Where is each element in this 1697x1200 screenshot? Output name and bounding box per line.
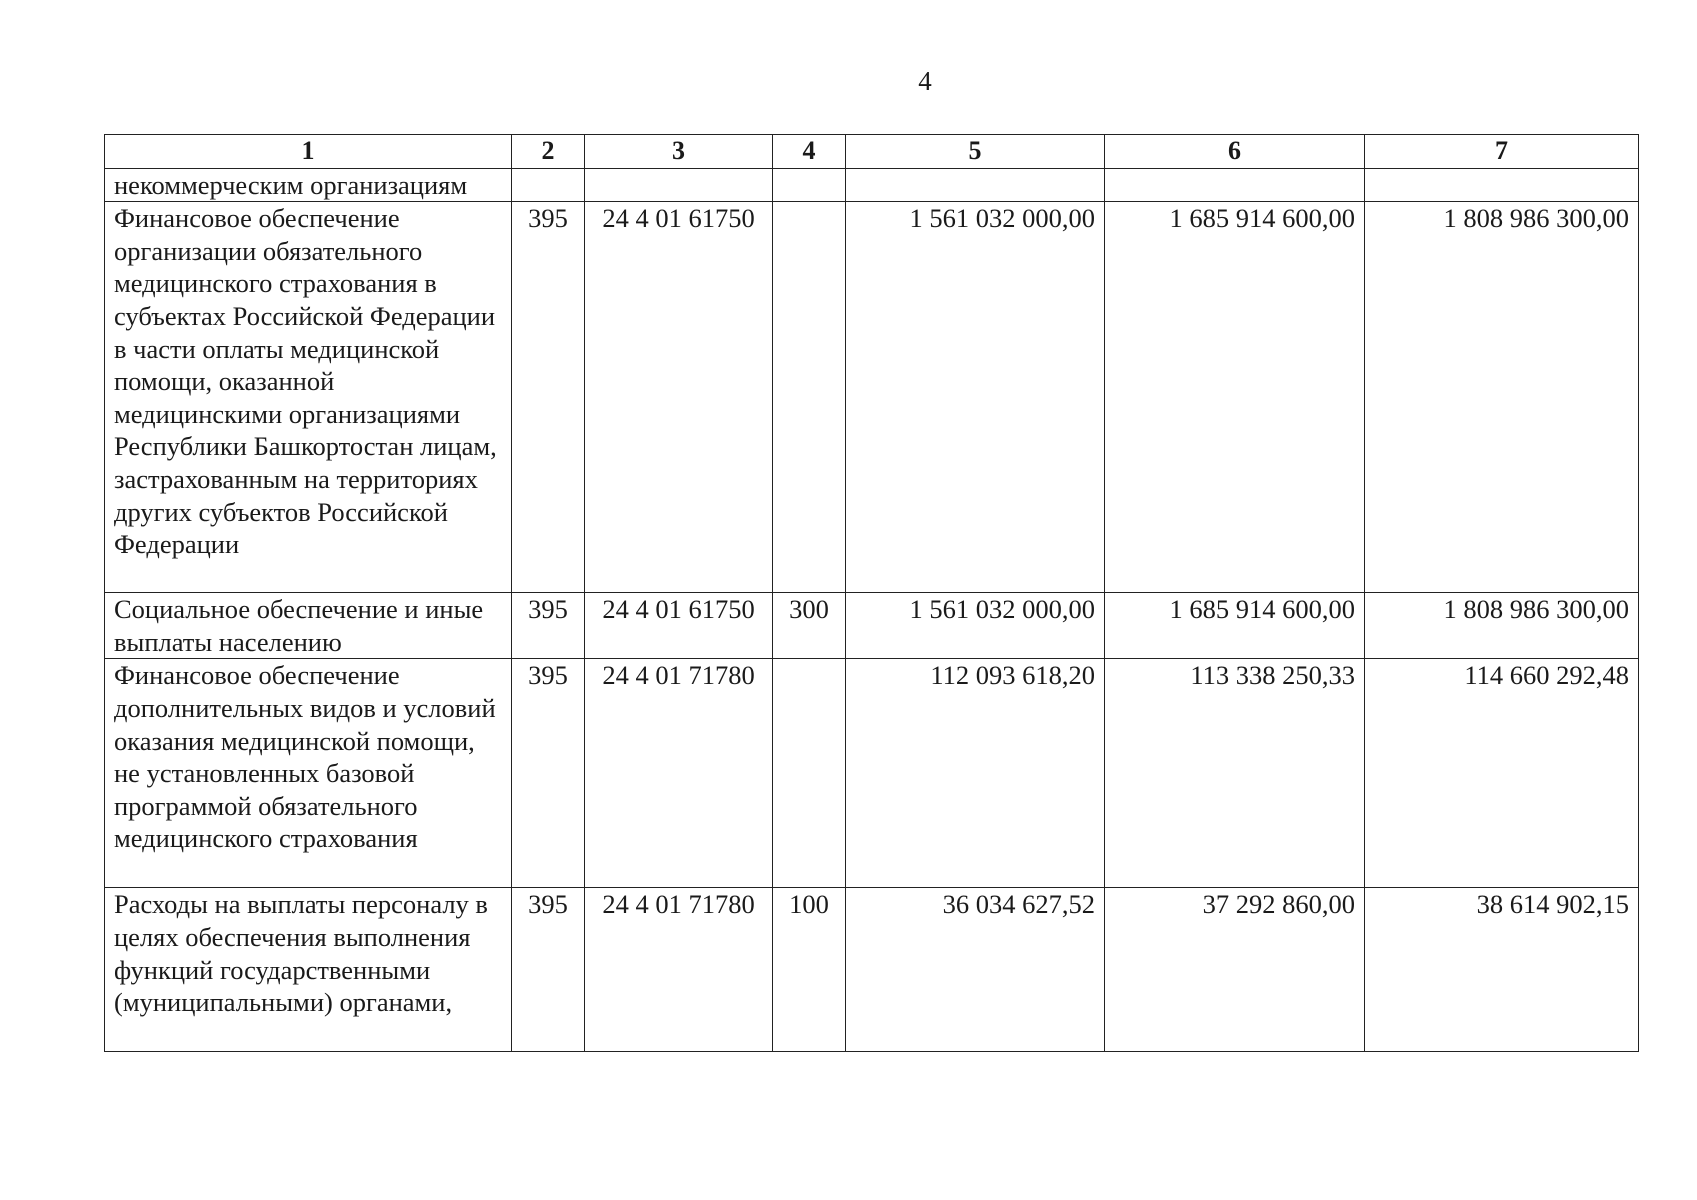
row-expense-type (773, 202, 846, 593)
table-row (105, 593, 1639, 659)
row-code (512, 168, 585, 202)
row-name: Социальное обеспечение и иные выплаты населению (105, 593, 512, 659)
column-header: 2 (512, 135, 585, 169)
column-header: 4 (773, 135, 846, 169)
row-code: 395 (512, 888, 585, 1052)
page-number: 4 (918, 66, 932, 96)
row-amount-year2: 37 292 860,00 (1105, 888, 1365, 1052)
table-row (105, 888, 1639, 1052)
row-name: Финансовое обеспечение организации обязательного медицинского страхования в субъектах Российской Федерации в части оплаты медицинской помощи, оказанной медицинскими организациями Республики Башкортостан лицам, застрахованным на территориях других субъектов Российской Федерации (105, 202, 512, 593)
row-amount-year1: 36 034 627,52 (846, 888, 1105, 1052)
row-amount-year1: 1 561 032 000,00 (846, 593, 1105, 659)
column-header: 5 (846, 135, 1105, 169)
column-header: 7 (1365, 135, 1639, 169)
row-amount-year1: 112 093 618,20 (846, 659, 1105, 888)
row-target-article: 24 4 01 71780 (585, 659, 773, 888)
row-name: Финансовое обеспечение дополнительных видов и условий оказания медицинской помощи, не установленных базовой программой обязательного медицинского страхования (105, 659, 512, 888)
row-expense-type: 300 (773, 593, 846, 659)
row-name: некоммерческим организациям (105, 168, 512, 202)
row-target-article: 24 4 01 61750 (585, 593, 773, 659)
column-header: 6 (1105, 135, 1365, 169)
row-code: 395 (512, 202, 585, 593)
row-target-article: 24 4 01 71780 (585, 888, 773, 1052)
row-name: Расходы на выплаты персоналу в целях обеспечения выполнения функций государственными (муниципальными) органами, (105, 888, 512, 1052)
row-code: 395 (512, 659, 585, 888)
row-amount-year1 (846, 168, 1105, 202)
row-amount-year3: 1 808 986 300,00 (1365, 202, 1639, 593)
row-amount-year2: 1 685 914 600,00 (1105, 202, 1365, 593)
table-row (105, 168, 1639, 202)
row-expense-type (773, 659, 846, 888)
row-amount-year3: 114 660 292,48 (1365, 659, 1639, 888)
row-expense-type (773, 168, 846, 202)
row-amount-year2 (1105, 168, 1365, 202)
row-target-article (585, 168, 773, 202)
row-target-article: 24 4 01 61750 (585, 202, 773, 593)
column-header: 3 (585, 135, 773, 169)
column-header: 1 (105, 135, 512, 169)
row-amount-year2: 1 685 914 600,00 (1105, 593, 1365, 659)
row-amount-year3: 1 808 986 300,00 (1365, 593, 1639, 659)
header-row (105, 135, 1639, 169)
row-amount-year1: 1 561 032 000,00 (846, 202, 1105, 593)
row-code: 395 (512, 593, 585, 659)
budget-table (104, 134, 1639, 1052)
row-amount-year3: 38 614 902,15 (1365, 888, 1639, 1052)
row-amount-year2: 113 338 250,33 (1105, 659, 1365, 888)
row-amount-year3 (1365, 168, 1639, 202)
row-expense-type: 100 (773, 888, 846, 1052)
table-row (105, 202, 1639, 593)
table-row (105, 659, 1639, 888)
